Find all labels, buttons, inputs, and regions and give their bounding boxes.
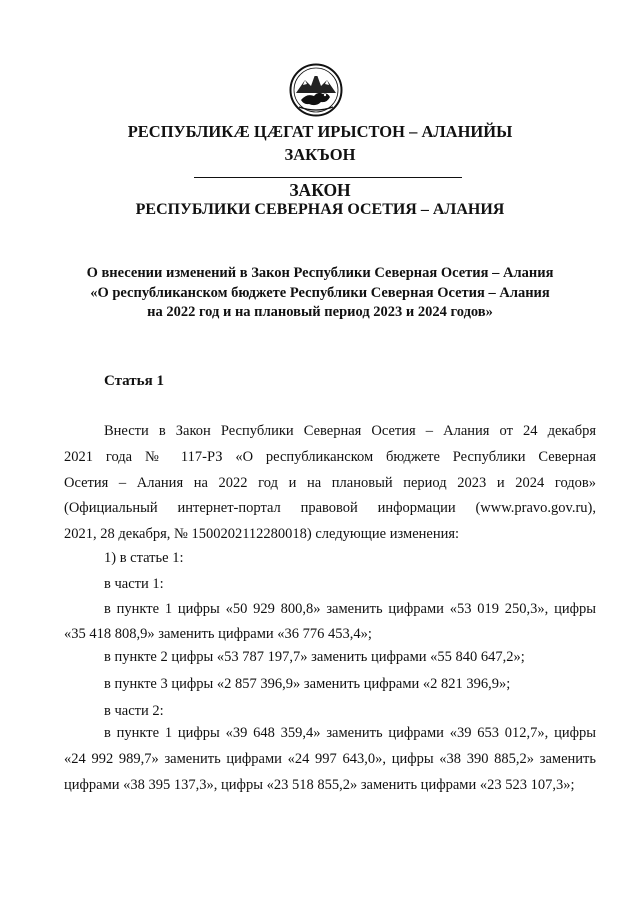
point-1-line: «35 418 808,9» заменить цифрами «36 776 453,4»; — [64, 626, 372, 642]
item-1: 1) в статье 1: — [104, 550, 184, 566]
intro-line: 2021, 28 декабря, № 1500202112280018) следующие изменения: — [64, 526, 460, 542]
point-4-line: «24 992 989,7» заменить цифрами «24 997 643,0», цифры «38 390 885,2» заменить — [64, 751, 596, 767]
intro-line: Внести в Закон Республики Северная Осетия – Алания от 24 декабря — [104, 423, 596, 439]
intro-line: 2021 года № 117-РЗ «О республиканском бюджете Республики Северная — [64, 449, 596, 465]
law-title-line: на 2022 год и на плановый период 2023 и 2024 годов» — [147, 304, 493, 320]
law-title-line: О внесении изменений в Закон Республики Северная Осетия – Алания — [86, 265, 554, 281]
coat-of-arms-icon — [289, 63, 343, 117]
intro-line: Осетия – Алания на 2022 год и на плановый период 2023 и 2024 годов» — [64, 475, 596, 491]
russian-law-heading: ЗАКОН — [289, 180, 351, 200]
article-heading: Статья 1 — [104, 373, 164, 389]
ossetian-law-heading: ЗАКЪОН — [284, 145, 356, 164]
part-1: в части 1: — [104, 576, 164, 592]
point-2: в пункте 2 цифры «53 787 197,7» заменить цифрами «55 840 647,2»; — [104, 649, 525, 665]
law-title-line: «О республиканском бюджете Республики Северная Осетия – Алания — [90, 284, 550, 301]
intro-line: (Официальный интернет-портал правовой информации (www.pravo.gov.ru), — [64, 500, 596, 516]
part-2: в части 2: — [104, 703, 164, 719]
point-3: в пункте 3 цифры «2 857 396,9» заменить цифрами «2 821 396,9»; — [104, 676, 511, 692]
divider — [194, 177, 462, 178]
point-4-line: в пункте 1 цифры «39 648 359,4» заменить цифрами «39 653 012,7», цифры — [104, 725, 596, 741]
law-title — [0, 264, 640, 323]
russian-republic-heading: РЕСПУБЛИКИ СЕВЕРНАЯ ОСЕТИЯ – АЛАНИЯ — [135, 201, 505, 218]
point-1-line: в пункте 1 цифры «50 929 800,8» заменить цифрами «53 019 250,3», цифры — [104, 601, 596, 617]
ossetian-republic-heading: РЕСПУБЛИКӔ ЦӔГАТ ИРЫСТОН – АЛАНИЙЫ — [127, 122, 513, 141]
point-4-line: цифрами «38 395 137,3», цифры «23 518 855,2» заменить цифрами «23 523 107,3»; — [64, 777, 575, 793]
